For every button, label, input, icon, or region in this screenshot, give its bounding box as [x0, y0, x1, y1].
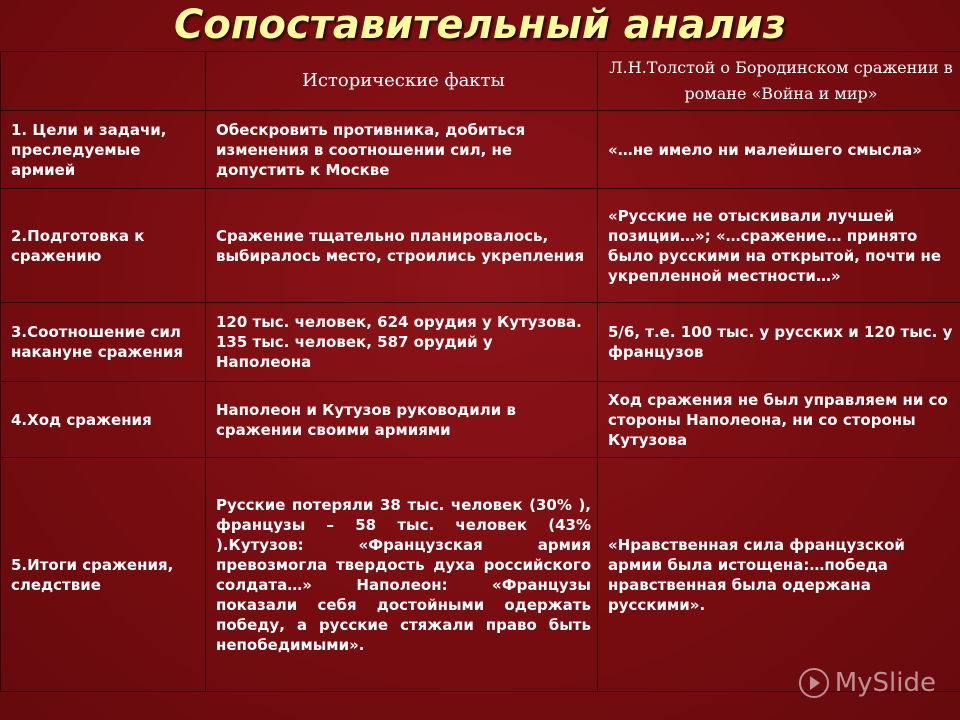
slide-title: Сопоставительный анализ — [173, 2, 787, 48]
table-row — [1, 382, 960, 458]
header-criteria — [1, 52, 206, 111]
play-circle-icon — [799, 668, 829, 698]
row-criterion: 3.Соотношение сил накануне сражения — [1, 303, 206, 382]
header-historical-facts: Исторические факты — [206, 52, 598, 111]
table-row — [1, 458, 960, 692]
row-fact: Русские потеряли 38 тыс. человек (30% ), французы – 58 тыс. человек (43% ).Кутузов: «Французская армия превозмогла твердость духа российского солдата…» Наполеон: «Французы показали себя достойными одержать победу, а русские стяжали право быть непобедимыми». — [206, 458, 598, 692]
watermark-logo — [799, 668, 936, 698]
row-tolstoy: «Русские не отыскивали лучшей позиции…»; «…сражение… принято было русскими на открытой, почти не укрепленной местности…» — [598, 189, 960, 303]
comparison-table — [0, 51, 960, 692]
row-tolstoy: 5/6, т.е. 100 тыс. у русских и 120 тыс. у французов — [598, 303, 960, 382]
row-tolstoy: Ход сражения не был управляем ни со стороны Наполеона, ни со стороны Кутузова — [598, 382, 960, 458]
row-criterion: 2.Подготовка к сражению — [1, 189, 206, 303]
row-fact: Сражение тщательно планировалось, выбиралось место, строились укрепления — [206, 189, 598, 303]
row-tolstoy: «…не имело ни малейшего смысла» — [598, 111, 960, 189]
table-row — [1, 189, 960, 303]
header-tolstoy: Л.Н.Толстой о Бородинском сражении в романе «Война и мир» — [598, 52, 960, 111]
watermark-text: MySlide — [834, 668, 936, 698]
table-row — [1, 303, 960, 382]
row-criterion: 4.Ход сражения — [1, 382, 206, 458]
row-fact: Наполеон и Кутузов руководили в сражении своими армиями — [206, 382, 598, 458]
row-criterion: 5.Итоги сражения, следствие — [1, 458, 206, 692]
table-row — [1, 111, 960, 189]
row-tolstoy: «Нравственная сила французской армии была истощена:…победа нравственная была одержана русскими». — [598, 458, 960, 692]
row-fact: Обескровить противника, добиться изменения в соотношении сил, не допустить к Москве — [206, 111, 598, 189]
table-header-row — [1, 52, 960, 111]
row-criterion: 1. Цели и задачи, преследуемые армией — [1, 111, 206, 189]
row-fact: 120 тыс. человек, 624 орудия у Кутузова. 135 тыс. человек, 587 орудий у Наполеона — [206, 303, 598, 382]
